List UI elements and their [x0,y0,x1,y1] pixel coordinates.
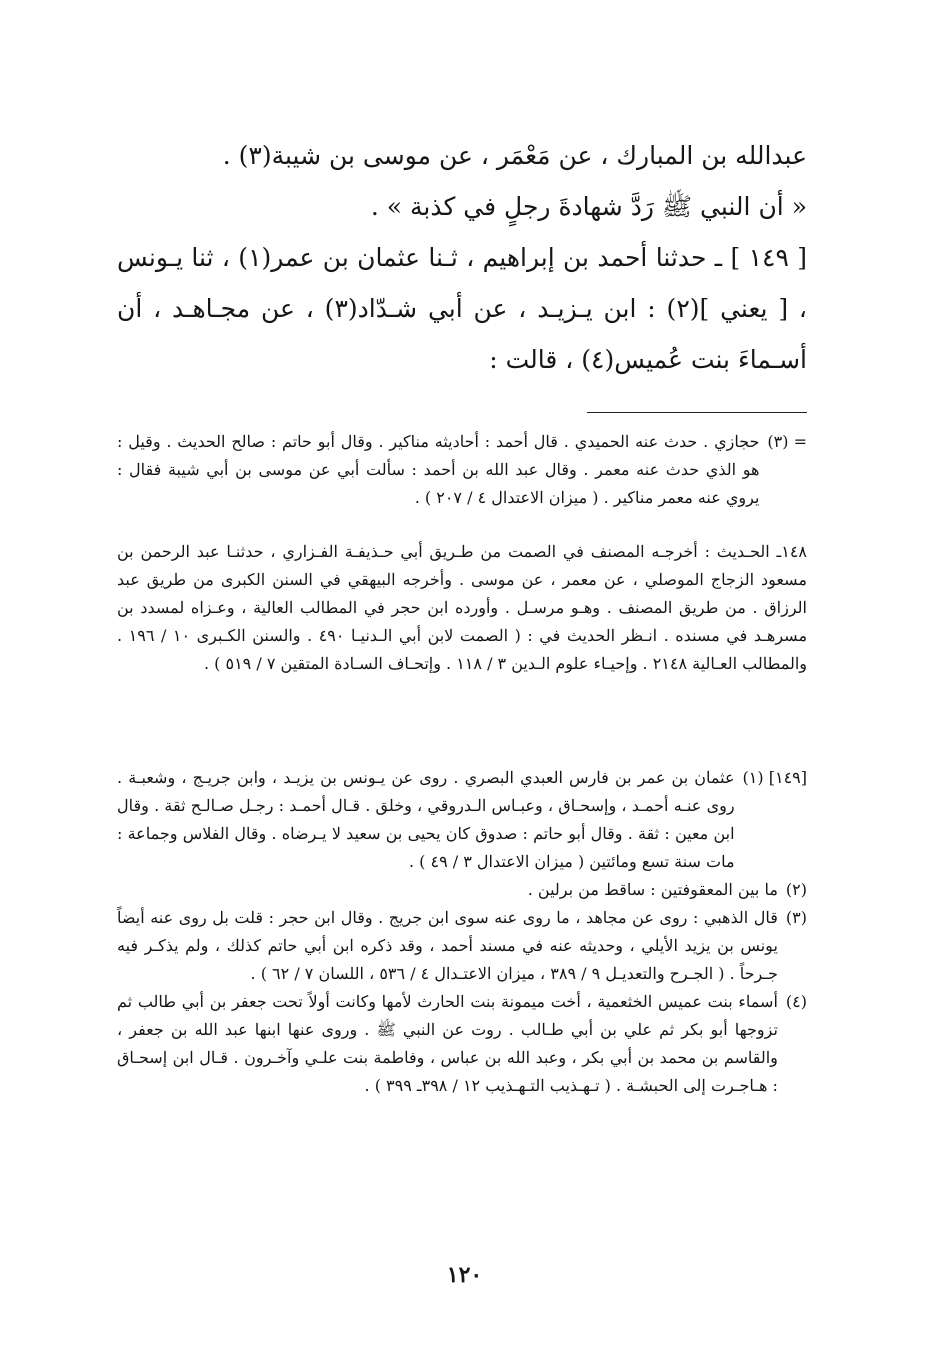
hadith-149-paragraph: [ ١٤٩ ] ـ حدثنا أحمد بن إبراهيم ، ثـنا عثمان بن عمر(١) ، ثنا يـونس ، [ يعني ](٢) : ابن يـزيـد ، عن أبي شـدّاد(٣) ، عن مجـاهـد ، أن أسـماءَ بنت عُميس(٤) ، قالت : [117,243,808,374]
footnote-mark: (٤) [785,992,807,1011]
footnotes-149 [117,764,807,1100]
footnote-149-2 [117,876,807,904]
footnote-mark: = (٣) [767,432,807,451]
footnote-continued [117,428,807,512]
footnote-separator [587,412,807,413]
footnote-text: قال الذهبي : روى عن مجاهد ، ما روى عنه سوى ابن جريج . وقال ابن حجر : قلت بل روى عنه أيضاً يونس بن يزيد الأيلي ، وحديثه عنه في مسند أحمد ، وقد ذكره ابن أبي حاتم كذلك ، ولم يذكـر فيه جـرحاً . ( الجـرح والتعديـل ٩ / ٣٨٩ ، ميزان الاعتـدال ٤ / ٥٣٦ ، اللسان ٧ / ٦٢ ) . [117,908,778,983]
footnote-text: عثمان بن عمر بن فارس العبدي البصري . روى عن يـونس بن يزيـد ، وابن جريـج ، وشعبـة . روى عنـه أحمـد ، وإسحـاق ، وعبـاس الـدروقي ، وخلق . قـال أحمـد : رجـل صـالـح ثقة . وقال ابن معين : ثقة . وقال أبو حاتم : صدوق كان يحيى بن سعيد لا يـرضاه . وقال الفلاس وجماعة : مات سنة تسع ومائتين ( ميزان الاعتدال ٣ / ٤٩ ) . [117,768,735,871]
footnote-text: ما بين المعقوفتين : ساقط من برلين . [527,880,778,899]
footnote-mark: (٣) [785,908,807,927]
takhrij-148-text: ١٤٨ـ الحـديث : أخرجـه المصنف في الصمت من طـريق أبي حـذيفـة الفـزاري ، حدثنـا عبد الرحمن بن مسعود الزجاج الموصلي ، عن معمر ، عن موسى . وأخرجه البيهقي في السنن الكبرى من طريق عبد الرزاق . من طريق المصنف . وهـو مرسـل . وأورده ابن حجر في المطالب العالية ، وعـزاه لمسدد بن مسرهـد في مسنده . انـظر الحديث في : ( الصمت لابن أبي الـدنيـا ٤٩٠ . والسنن الكـبرى ١٠ / ١٩٦ . والمطالب العـالية ٢١٤٨ . وإحيـاء علوم الـدين ٣ / ١١٨ . وإتحـاف السـادة المتقين ٧ / ٥١٩ ) . [117,542,808,673]
main-line-1: عبدالله بن المبارك ، عن مَعْمَر ، عن موسى بن شيبة(٣) . [222,141,807,170]
footnote-149-3 [117,904,807,988]
footnote-mark: (٢) [785,880,807,899]
main-text [117,130,807,385]
main-line-2: « أن النبي ﷺ رَدَّ شهادةَ رجلٍ في كذبة » . [370,192,807,221]
footnote-149-1 [117,764,807,876]
page-number: ١٢٠ [446,1262,483,1288]
footnote-mark: [١٤٩] (١) [742,768,807,787]
footnote-149-4 [117,988,807,1100]
footnote-text: أسماء بنت عميس الخثعمية ، أخت ميمونة بنت الحارث لأمها وكانت أولاً تحت جعفر بن أبي طالب ثم تزوجها أبو بكر ثم علي بن أبي طـالب . روت عن النبي ﷺ . وروى عنها ابنها عبد الله بن جعفر ، والقاسم بن محمد بن أبي بكر ، وعبد الله بن عباس ، وفاطمة بنت علـي وآخـرون . قـال ابن إسحـاق : هـاجـرت إلى الحبشـة . ( تـهـذيب التـهـذيب ١٢ / ٣٩٨ـ ٣٩٩ ) . [117,992,778,1095]
takhrij-148 [117,538,807,678]
footnote-text: حجازي . حدث عنه الحميدي . قال أحمد : أحاديثه مناكير . وقال أبو حاتم : صالح الحديث . وقيل : هو الذي حدث عنه معمر . وقال عبد الله بن أحمد : سألت أبي عن موسى بن أبي شيبة فقال : يروي عنه معمر مناكير . ( ميزان الاعتدال ٤ / ٢٠٧ ) . [117,432,760,507]
